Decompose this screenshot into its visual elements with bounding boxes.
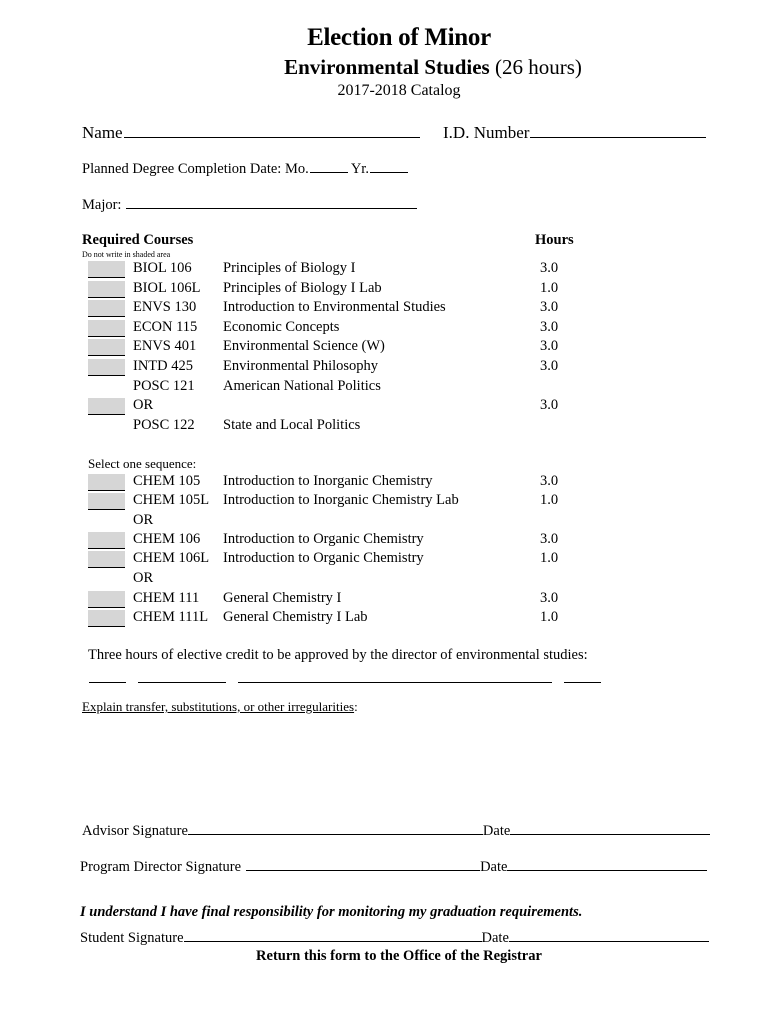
student-date-label: Date <box>481 930 509 946</box>
elective-hours-line[interactable] <box>564 681 601 683</box>
advisor-signature-field[interactable] <box>82 823 710 840</box>
student-date-line[interactable] <box>509 940 709 942</box>
major-line[interactable] <box>126 207 417 209</box>
elective-lines[interactable] <box>88 670 601 688</box>
director-signature-line[interactable] <box>246 869 480 871</box>
course-name: Introduction to Inorganic Chemistry <box>223 473 433 489</box>
form-title: Election of Minor <box>307 24 491 51</box>
student-signature-field[interactable] <box>80 930 709 947</box>
course-code: CHEM 111L <box>133 609 209 625</box>
course-hours: 3.0 <box>540 338 559 355</box>
course-hours: 3.0 <box>540 397 559 414</box>
explain-field[interactable] <box>82 699 358 715</box>
shaded-checkbox <box>88 398 125 415</box>
course-code: POSC 122 <box>133 416 195 433</box>
course-name: General Chemistry I <box>223 590 342 606</box>
course-name: Introduction to Organic Chemistry <box>223 550 424 566</box>
major-label: Major: <box>82 197 122 213</box>
explain-colon: : <box>354 699 358 714</box>
name-label: Name <box>82 123 123 142</box>
course-name: Economic Concepts <box>223 318 340 335</box>
hours-heading: Hours <box>535 232 574 248</box>
shaded-checkbox <box>88 493 125 510</box>
minor-name: Environmental Studies <box>284 55 490 79</box>
advisor-signature-line[interactable] <box>188 833 483 835</box>
director-signature-field[interactable] <box>80 859 707 876</box>
course-code: OR <box>133 570 154 586</box>
course-hours: 1.0 <box>540 550 559 566</box>
shaded-checkbox <box>88 281 125 298</box>
course-hours: 3.0 <box>540 260 559 276</box>
course-code: CHEM 106 <box>133 531 201 547</box>
course-name: Introduction to Environmental Studies <box>223 299 446 316</box>
course-hours: 1.0 <box>540 609 559 625</box>
elective-course-line[interactable] <box>238 681 552 683</box>
course-code: ECON 115 <box>133 318 198 335</box>
elective-text: Three hours of elective credit to be approved by the director of environmental studies: <box>88 647 588 663</box>
shaded-checkbox <box>88 532 125 549</box>
advisor-signature-label: Advisor Signature <box>82 823 188 839</box>
course-name: Introduction to Inorganic Chemistry Lab <box>223 492 459 508</box>
director-date-label: Date <box>480 859 508 875</box>
year-label: Yr. <box>350 161 369 177</box>
student-signature-label: Student Signature <box>80 930 184 946</box>
course-code: BIOL 106L <box>133 279 201 296</box>
course-code: POSC 121 <box>133 377 195 394</box>
course-code: CHEM 111 <box>133 590 200 606</box>
shaded-checkbox <box>88 339 125 356</box>
course-code: BIOL 106 <box>133 260 192 276</box>
name-field[interactable] <box>82 123 420 143</box>
course-name: Principles of Biology I Lab <box>223 279 382 296</box>
responsibility-statement: I understand I have final responsibility for monitoring my graduation requirements. <box>80 904 583 920</box>
course-hours: 3.0 <box>540 299 559 316</box>
shaded-checkbox <box>88 610 125 627</box>
course-hours: 3.0 <box>540 531 559 547</box>
id-line[interactable] <box>530 136 706 138</box>
course-name: State and Local Politics <box>223 416 361 433</box>
course-code: OR <box>133 512 154 528</box>
elective-shade-line[interactable] <box>89 681 126 683</box>
shaded-checkbox <box>88 320 125 337</box>
course-hours: 3.0 <box>540 473 559 489</box>
form-subtitle <box>0 55 770 80</box>
shaded-checkbox <box>88 591 125 608</box>
course-name: General Chemistry I Lab <box>223 609 368 625</box>
course-name: Environmental Science (W) <box>223 338 385 355</box>
course-hours: 3.0 <box>540 358 559 374</box>
explain-label: Explain transfer, substitutions, or other irregularities <box>82 699 355 714</box>
id-label: I.D. Number <box>443 123 530 142</box>
course-code: ENVS 130 <box>133 299 197 316</box>
course-hours: 3.0 <box>540 590 559 606</box>
id-field[interactable] <box>443 123 706 143</box>
course-name: Principles of Biology I <box>223 260 356 276</box>
shaded-checkbox <box>88 261 125 278</box>
course-code: OR <box>133 397 154 414</box>
course-hours: 3.0 <box>540 318 559 335</box>
director-signature-label: Program Director Signature <box>80 859 242 875</box>
student-signature-line[interactable] <box>184 940 482 942</box>
return-instruction: Return this form to the Office of the Registrar <box>256 948 542 964</box>
course-code: CHEM 105 <box>133 473 201 489</box>
course-hours: 1.0 <box>540 279 559 296</box>
course-code: INTD 425 <box>133 358 194 374</box>
completion-label: Planned Degree Completion Date: Mo. <box>82 161 309 177</box>
catalog-year: 2017-2018 Catalog <box>337 82 461 99</box>
shaded-checkbox <box>88 474 125 491</box>
course-name: Introduction to Organic Chemistry <box>223 531 424 547</box>
director-date-line[interactable] <box>507 869 707 871</box>
course-name: Environmental Philosophy <box>223 358 379 374</box>
advisor-date-label: Date <box>482 823 511 839</box>
year-line[interactable] <box>370 171 408 173</box>
shaded-checkbox <box>88 551 125 568</box>
major-field[interactable] <box>82 197 417 214</box>
required-courses-heading: Required Courses <box>82 232 194 248</box>
course-code: ENVS 401 <box>133 338 197 355</box>
completion-date-field[interactable] <box>82 161 408 178</box>
name-line[interactable] <box>124 136 420 138</box>
course-name: American National Politics <box>223 377 381 394</box>
month-line[interactable] <box>310 171 348 173</box>
shaded-checkbox <box>88 359 125 376</box>
course-code: CHEM 105L <box>133 492 210 508</box>
minor-hours: (26 hours) <box>494 55 582 79</box>
shaded-checkbox <box>88 300 125 317</box>
course-hours: 1.0 <box>540 492 559 508</box>
advisor-date-line[interactable] <box>510 833 710 835</box>
course-code: CHEM 106L <box>133 550 210 566</box>
shaded-area-note: Do not write in shaded area <box>82 250 171 259</box>
elective-code-line[interactable] <box>138 681 226 683</box>
sequence-label: Select one sequence: <box>88 456 197 471</box>
